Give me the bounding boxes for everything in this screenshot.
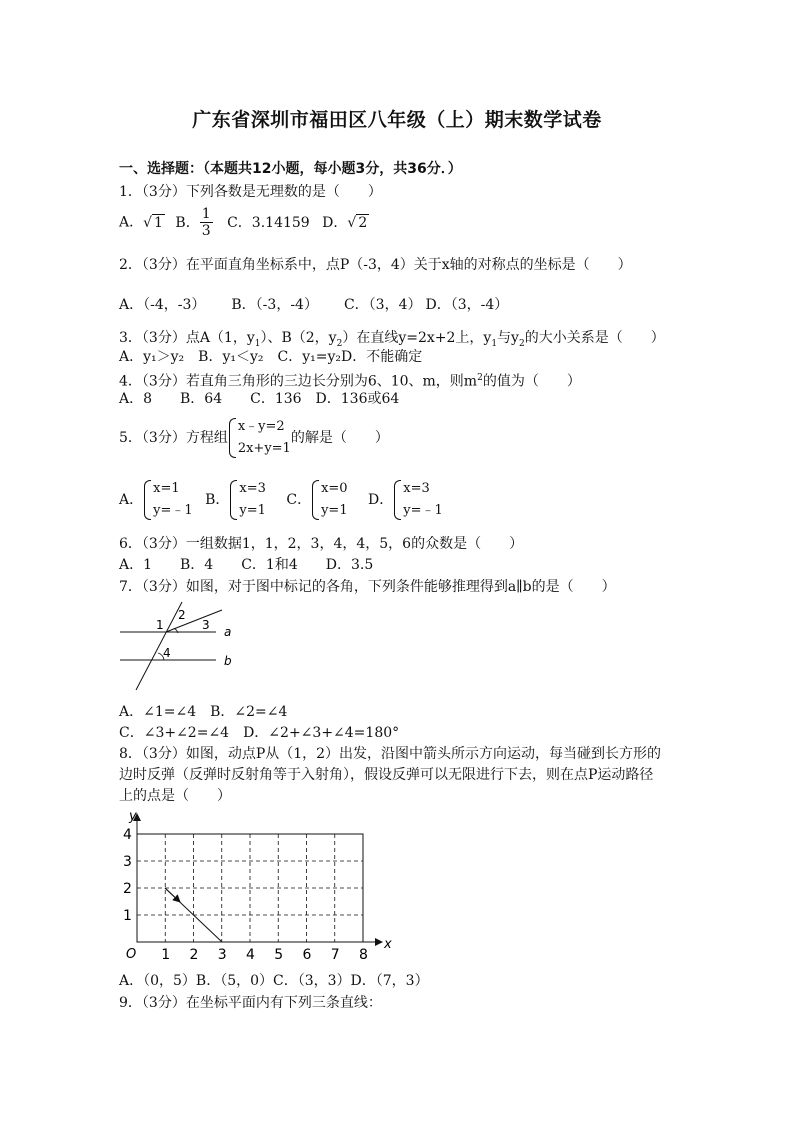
q5-option-b-system: x=3 y=1: [229, 478, 266, 522]
q2-option-a: A．（-4，-3）: [119, 297, 206, 313]
line-label-a: a: [224, 625, 232, 639]
question-7-options-2: C．∠3+∠2=∠4 D．∠2+∠3+∠4=180°: [119, 725, 400, 741]
angle-label-1: 1: [156, 618, 164, 632]
q1-option-d-sqrt: √ 2: [347, 214, 368, 231]
x-tick-label: 6: [302, 947, 312, 963]
question-9-stem: 9．（3分）在坐标平面内有下列三条直线：: [119, 995, 382, 1011]
question-6-stem: 6．（3分）一组数据1，1，2，3，4，4，5，6的众数是（ ）: [119, 536, 524, 552]
q1-option-c: C．3.14159: [227, 214, 310, 231]
q5-option-c-label: C．: [286, 492, 312, 508]
q2-option-b: B．（-3，-4）: [231, 297, 318, 313]
q2-option-c: C．（3，4）: [343, 297, 422, 313]
question-6-options: A．1 B．4 C．1和4 D．3.5: [119, 557, 374, 573]
x-tick-label: 4: [246, 947, 255, 963]
angle-label-4: 4: [163, 646, 171, 660]
transversal-line: [136, 602, 182, 690]
question-8-stem-2: 边时反弹（反弹时反射角等于入射角），假设反弹可以无限进行下去，则在点P运动路径: [119, 767, 654, 783]
y-tick-label: 1: [123, 908, 132, 924]
q5-option-c-system: x=0 y=1: [311, 478, 348, 522]
question-2-stem: 2．（3分）在平面直角坐标系中，点P（-3，4）关于x轴的对称点的坐标是（ ）: [119, 257, 632, 273]
question-3-options: A．y₁＞y₂ B．y₁＜y₂ C．y₁=y₂D．不能确定: [119, 349, 423, 365]
q1-option-a-label: A．: [119, 214, 144, 231]
question-5-stem: 5．（3分）方程组 x﹣y=2 2x+y=1 的解是（ ）: [119, 416, 389, 460]
x-axis-label: x: [384, 937, 392, 952]
question-1-options: [119, 206, 369, 239]
line-label-b: b: [224, 654, 232, 668]
x-tick-label: 3: [217, 947, 227, 963]
question-8-stem-1: 8．（3分）如图，动点P从（1，2）出发，沿图中箭头所示方向运动，每当碰到长方形的: [119, 746, 662, 762]
q1-option-b-fraction: $\frac{1}{3}$: [201, 206, 211, 239]
q1-option-d-label: D．: [322, 214, 348, 231]
x-tick-label: 1: [161, 947, 171, 963]
x-tick-label: 7: [330, 947, 340, 963]
direction-arrow: [165, 888, 180, 902]
question-3-stem: 3．（3分）点A（1，$y_1$）、B（2，$y_2$）在直线y=2x+2上，$y_1$与$y_2$的大小关系是（ ）: [119, 330, 665, 349]
question-4-stem: 4．（3分）若直角三角形的三边长分别为6、10、m，则$m^2$的值为（ ）: [119, 373, 581, 390]
q7-parallel-lines-figure: [118, 600, 248, 692]
y-axis-label: y: [129, 809, 137, 824]
question-2-options: [119, 296, 526, 314]
q1-option-a-sqrt: √ 1: [143, 214, 163, 231]
x-tick-label: 2: [189, 947, 199, 963]
angle-label-3: 3: [202, 618, 210, 632]
q8-coordinate-grid-figure: [112, 808, 392, 968]
question-7-options-1: A．∠1=∠4 B．∠2=∠4: [119, 704, 288, 720]
q5-option-d-system: x=3 y=﹣1: [393, 478, 443, 522]
question-1-stem: 1．（3分）下列各数是无理数的是（ ）: [119, 184, 382, 200]
angle-label-2: 2: [178, 608, 186, 622]
question-8-stem-3: 上的点是（ ）: [119, 788, 231, 804]
x-tick-label: 5: [274, 947, 284, 963]
question-8-options: A．（0，5）B．（5，0）C．（3，3）D．（7，3）: [119, 973, 429, 989]
page-title: 广东省深圳市福田区八年级（上）期末数学试卷: [192, 109, 602, 131]
section-heading: 一、选择题：（本题共12小题，每小题3分，共36分．）: [119, 161, 462, 177]
x-tick-label: 8: [359, 947, 368, 963]
question-7-stem: 7．（3分）如图，对于图中标记的各角，下列条件能够推理得到a∥b的是（ ）: [119, 579, 616, 595]
question-4-options: A．8 B．64 C．136 D．136或64: [119, 391, 400, 407]
y-tick-label: 4: [123, 827, 132, 843]
y-tick-label: 3: [123, 854, 132, 870]
grid-dashed-lines: [137, 834, 363, 942]
q5-option-a-system: x=1 y=﹣1: [143, 478, 193, 522]
q2-option-d: D．（3，-4）: [425, 297, 509, 313]
y-tick-label: 2: [123, 881, 132, 897]
q5-option-b-label: B．: [205, 492, 230, 508]
q5-option-a-label: A．: [119, 492, 144, 508]
q1-option-b-label: B．: [175, 214, 200, 231]
q5-equation-system: x﹣y=2 2x+y=1: [228, 416, 291, 460]
origin-label: O: [126, 947, 137, 962]
question-5-options: [119, 478, 443, 522]
q5-option-d-label: D．: [368, 492, 394, 508]
